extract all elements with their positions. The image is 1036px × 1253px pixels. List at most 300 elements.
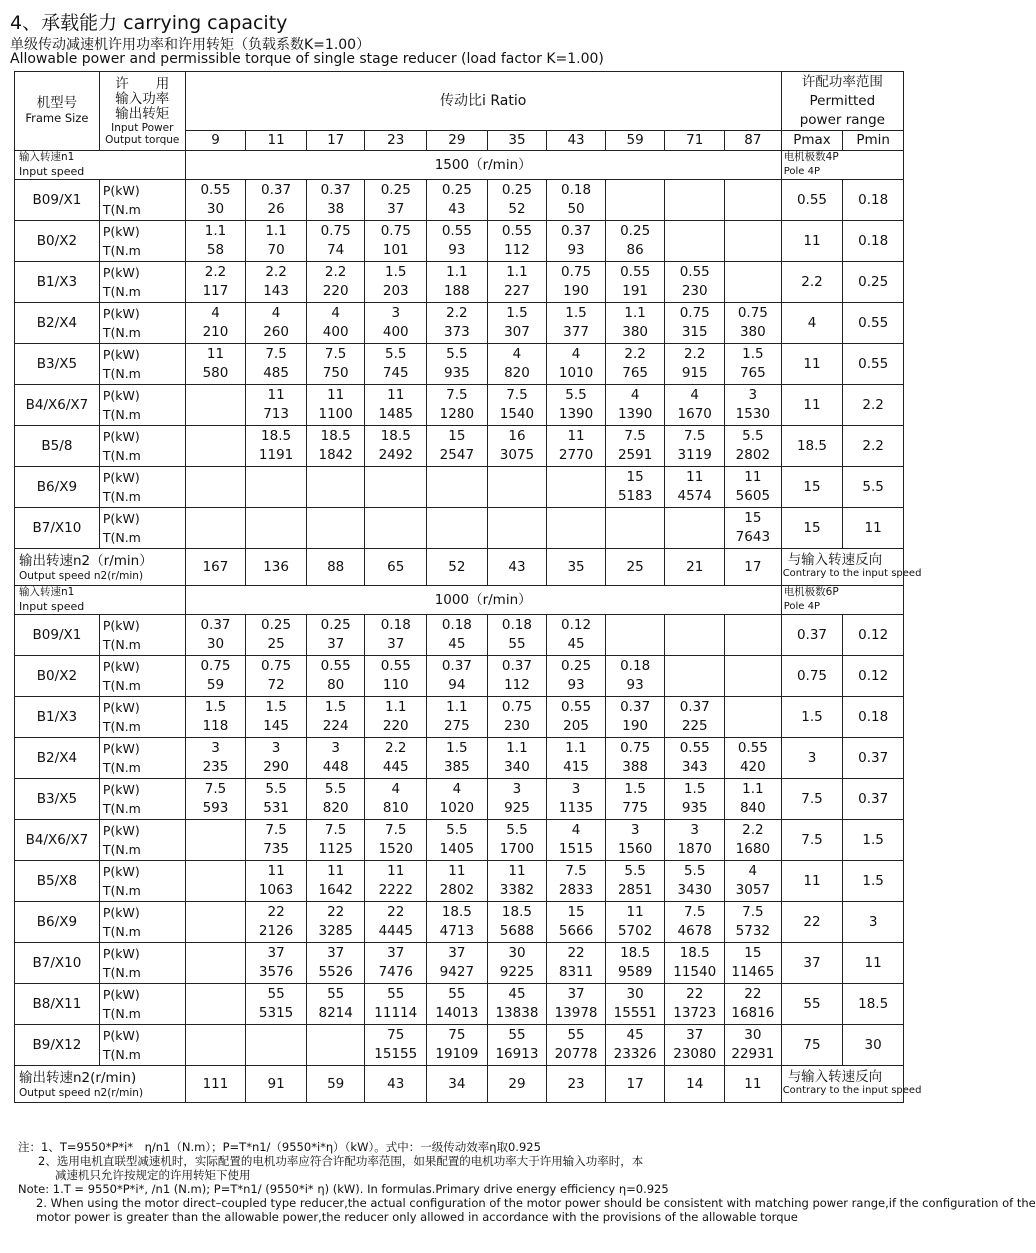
value-cell [365, 902, 427, 943]
value-cell [306, 467, 365, 508]
value-cell [725, 656, 782, 697]
value-cell [665, 615, 725, 656]
value-cell [725, 467, 782, 508]
power-value [307, 1026, 365, 1045]
power-value [606, 181, 665, 200]
pmax-value: 1.5 [781, 697, 843, 738]
torque-value [488, 487, 547, 506]
power-value: 1.5 [385, 264, 407, 280]
power-value: 16 [508, 428, 526, 444]
pt-label-cell [99, 779, 185, 820]
torque-value: 11465 [731, 964, 775, 980]
value-cell [246, 984, 307, 1025]
value-cell [605, 738, 665, 779]
value-cell [665, 262, 725, 303]
torque-value: 1700 [499, 841, 535, 857]
power-value: 0.37 [679, 699, 710, 715]
torque-value: 1405 [439, 841, 475, 857]
torque-value [186, 881, 246, 900]
value-cell [185, 385, 246, 426]
power-value: 1.1 [506, 264, 528, 280]
power-label: P(kW) [102, 659, 140, 674]
pt-label-cell [99, 303, 185, 344]
power-value: 4 [452, 781, 462, 797]
value-cell [605, 1025, 665, 1066]
value-cell [185, 902, 246, 943]
torque-value: 58 [206, 242, 225, 258]
torque-value: 925 [504, 800, 530, 816]
torque-value: 448 [322, 759, 349, 775]
torque-value: 20778 [554, 1046, 598, 1062]
contrary-en: Contrary to the input speed [782, 567, 922, 579]
torque-value [547, 487, 605, 506]
capacity-table [14, 71, 922, 1103]
table-row [15, 303, 904, 344]
power-label: P(kW) [102, 183, 140, 198]
power-value: 0.55 [320, 658, 351, 674]
power-value: 15 [626, 469, 644, 485]
torque-value [665, 241, 724, 260]
power-value: 1.1 [565, 740, 587, 756]
value-cell [665, 385, 725, 426]
contrary-cn: 与输入转速反向 [787, 1068, 883, 1085]
torque-value: 45 [448, 636, 466, 652]
output-speed-cn: 输出转速n2（r/min） [19, 552, 153, 569]
note-2-cn-cont: 减速机只允许按规定的许用转矩下使用 [55, 1168, 251, 1182]
torque-value [365, 528, 426, 547]
table-row [15, 779, 904, 820]
power-value: 18.5 [441, 904, 472, 920]
pmax-value: 4 [781, 303, 843, 344]
torque-value: 13723 [673, 1005, 717, 1021]
value-cell [725, 902, 782, 943]
power-value: 0.25 [501, 182, 532, 198]
frame-size-cell: B9/X12 [15, 1025, 100, 1066]
value-cell [427, 303, 488, 344]
value-cell [185, 344, 246, 385]
torque-value: 2770 [558, 447, 594, 463]
pt-label-cell [99, 820, 185, 861]
permitted-range-label: 许配功率范围 [801, 73, 883, 90]
value-cell [665, 303, 725, 344]
power-value: 37 [448, 945, 466, 961]
power-value [186, 427, 246, 446]
power-value: 15 [744, 510, 762, 526]
output-speed-value: 136 [246, 549, 307, 586]
torque-value: 400 [382, 324, 409, 340]
power-value [725, 222, 781, 241]
value-cell [246, 861, 307, 902]
value-cell [365, 426, 427, 467]
torque-value: 260 [263, 324, 289, 340]
value-cell [427, 984, 488, 1025]
pmax-value: 11 [781, 344, 843, 385]
power-value [547, 509, 605, 528]
torque-value: 2591 [617, 447, 653, 463]
value-cell [246, 262, 307, 303]
page-title: 4、承载能力 carrying capacity [10, 12, 288, 34]
power-value: 30 [626, 986, 644, 1002]
value-cell [605, 697, 665, 738]
permitted-range-header [781, 72, 903, 131]
torque-value: 1870 [677, 841, 712, 857]
torque-label: T(N.m [102, 924, 141, 939]
power-value: 0.37 [320, 182, 351, 198]
power-value: 18.5 [380, 428, 411, 444]
value-cell [547, 262, 606, 303]
power-value: 11 [448, 863, 466, 879]
torque-value [725, 200, 781, 219]
output-speed-value: 29 [487, 1066, 547, 1103]
value-cell [306, 508, 365, 549]
torque-value: 485 [263, 365, 289, 381]
pmin-header: Pmin [843, 131, 904, 151]
power-value: 11 [744, 469, 762, 485]
power-value: 0.37 [501, 658, 532, 674]
pt-label-cell [99, 943, 185, 984]
torque-value: 9589 [617, 964, 653, 980]
power-value [186, 468, 246, 487]
power-value [725, 263, 781, 282]
torque-value: 1680 [735, 841, 771, 857]
value-cell [427, 344, 488, 385]
value-cell [487, 1025, 547, 1066]
output-speed-value: 21 [665, 549, 725, 586]
torque-value: 935 [443, 365, 470, 381]
pmax-value: 7.5 [781, 820, 843, 861]
power-value: 5.5 [446, 822, 468, 838]
power-value [665, 222, 724, 241]
torque-value: 1540 [499, 406, 535, 422]
power-value: 4 [690, 387, 700, 403]
power-label: P(kW) [102, 741, 140, 756]
torque-value [246, 487, 306, 506]
torque-value: 1063 [258, 882, 294, 898]
ratio-cell: 11 [246, 131, 307, 151]
input-speed-row [15, 586, 904, 615]
value-cell [427, 943, 488, 984]
torque-value [725, 676, 781, 695]
power-value: 22 [744, 986, 762, 1002]
power-value: 7.5 [506, 387, 528, 403]
torque-value: 93 [567, 242, 585, 258]
torque-value: 7643 [735, 529, 771, 545]
torque-value: 1560 [617, 841, 653, 857]
value-cell [185, 861, 246, 902]
value-cell [665, 426, 725, 467]
torque-value [307, 1045, 365, 1064]
value-cell [427, 508, 488, 549]
value-cell [605, 820, 665, 861]
value-cell [185, 180, 246, 221]
power-value: 3 [271, 740, 281, 756]
value-cell [547, 738, 606, 779]
power-value: 7.5 [385, 822, 407, 838]
table-row [15, 615, 904, 656]
table-row [15, 1025, 904, 1066]
input-speed-value: 1000（r/min） [185, 586, 781, 615]
power-value: 4 [571, 822, 581, 838]
output-speed-value: 35 [547, 549, 606, 586]
pt-label-cell [99, 344, 185, 385]
torque-value: 380 [739, 324, 766, 340]
power-value [427, 468, 487, 487]
value-cell [487, 615, 547, 656]
pt-label-cell [99, 984, 185, 1025]
value-cell [725, 984, 782, 1025]
power-value: 5.5 [742, 428, 764, 444]
torque-value: 1280 [439, 406, 475, 422]
value-cell [246, 303, 307, 344]
value-cell [725, 943, 782, 984]
value-cell [427, 779, 488, 820]
torque-value: 2126 [258, 923, 294, 939]
torque-value: 3576 [258, 964, 294, 980]
value-cell [427, 656, 488, 697]
value-cell [306, 861, 365, 902]
frame-size-cell: B1/X3 [15, 697, 100, 738]
torque-value: 93 [626, 677, 644, 693]
value-cell [185, 615, 246, 656]
torque-value [665, 635, 724, 654]
value-cell [605, 467, 665, 508]
power-value: 1.5 [683, 781, 706, 797]
pmin-value: 11 [843, 508, 904, 549]
torque-value: 52 [508, 201, 526, 217]
power-value: 1.5 [624, 781, 646, 797]
torque-value: 750 [322, 365, 349, 381]
torque-value [725, 717, 781, 736]
torque-value: 3075 [499, 447, 535, 463]
power-value [665, 616, 724, 635]
torque-value: 2222 [378, 882, 413, 898]
frame-size-cell: B4/X6/X7 [15, 385, 100, 426]
torque-value: 86 [626, 242, 644, 258]
torque-label: T(N.m [102, 243, 141, 258]
power-label: P(kW) [102, 618, 140, 633]
torque-value: 43 [448, 201, 466, 217]
torque-value [307, 487, 365, 506]
power-value: 0.25 [380, 182, 411, 198]
header-row [15, 72, 904, 131]
value-cell [665, 738, 725, 779]
power-value: 1.1 [446, 264, 468, 280]
torque-value: 15551 [613, 1005, 657, 1021]
output-speed-en: Output speed n2(r/min) [19, 1086, 144, 1099]
pmin-value: 0.37 [843, 738, 904, 779]
torque-value: 23326 [613, 1046, 657, 1062]
power-value [186, 903, 246, 922]
torque-value [186, 1004, 246, 1023]
value-cell [427, 820, 488, 861]
torque-value: 37 [387, 636, 405, 652]
power-value: 4 [748, 863, 758, 879]
pmin-value: 18.5 [843, 984, 904, 1025]
pt-label-cell [99, 615, 185, 656]
value-cell [547, 385, 606, 426]
power-value: 4 [512, 346, 522, 362]
value-cell [665, 861, 725, 902]
table-row [15, 943, 904, 984]
value-cell [246, 221, 307, 262]
torque-value: 810 [382, 800, 409, 816]
value-cell [665, 779, 725, 820]
torque-value: 191 [622, 283, 649, 299]
power-value: 15 [448, 428, 466, 444]
pmin-value: 0.12 [843, 656, 904, 697]
torque-value: 227 [504, 283, 530, 299]
power-value: 1.1 [265, 223, 287, 239]
power-value: 0.55 [679, 264, 710, 280]
power-value [186, 386, 246, 405]
value-cell [427, 180, 488, 221]
power-value: 11 [327, 863, 345, 879]
torque-label: T(N.m [102, 530, 141, 545]
torque-value [186, 528, 246, 547]
value-cell [725, 262, 782, 303]
power-value: 55 [267, 986, 285, 1002]
value-cell [365, 820, 427, 861]
torque-value [665, 528, 724, 547]
frame-size-cell: B2/X4 [15, 303, 100, 344]
power-value: 5.5 [506, 822, 528, 838]
power-value [665, 657, 724, 676]
pt-label-cell [99, 738, 185, 779]
power-value [186, 509, 246, 528]
power-value: 37 [567, 986, 585, 1002]
torque-value: 117 [202, 283, 229, 299]
power-value: 1.1 [506, 740, 528, 756]
pmax-value: 22 [781, 902, 843, 943]
power-value: 18.5 [320, 428, 351, 444]
torque-value: 4713 [439, 923, 475, 939]
torque-value: 94 [448, 677, 466, 693]
note-2-en: 2. When using the motor direct–coupled type reducer,the actual configuration of the motor power should be consistent with matching power range,if the configuration of the [36, 1196, 1036, 1210]
torque-value: 5688 [499, 923, 535, 939]
value-cell [487, 467, 547, 508]
power-value: 3 [690, 822, 700, 838]
table-row [15, 344, 904, 385]
frame-size-cell: B6/X9 [15, 467, 100, 508]
torque-value [725, 635, 781, 654]
pmin-value: 3 [843, 902, 904, 943]
torque-value: 9427 [439, 964, 475, 980]
torque-value: 7476 [378, 964, 413, 980]
torque-value: 1191 [258, 447, 294, 463]
power-value: 0.37 [561, 223, 592, 239]
value-cell [487, 508, 547, 549]
torque-label: T(N.m [102, 678, 141, 693]
value-cell [547, 984, 606, 1025]
value-cell [427, 861, 488, 902]
frame-size-cell: B1/X3 [15, 262, 100, 303]
power-value: 11 [327, 387, 345, 403]
torque-value: 377 [563, 324, 589, 340]
power-value: 55 [448, 986, 466, 1002]
torque-value: 11540 [673, 964, 717, 980]
power-value: 30 [744, 1027, 762, 1043]
value-cell [306, 697, 365, 738]
pmin-value: 0.18 [843, 180, 904, 221]
value-cell [725, 697, 782, 738]
pmax-value: 55 [781, 984, 843, 1025]
torque-value: 30 [206, 636, 225, 652]
torque-value: 765 [622, 365, 649, 381]
torque-value: 5605 [735, 488, 771, 504]
pmin-value: 2.2 [843, 385, 904, 426]
torque-value [186, 487, 246, 506]
power-value: 4 [571, 346, 581, 362]
value-cell [547, 820, 606, 861]
value-cell [306, 262, 365, 303]
motor-pole-cell [781, 151, 903, 180]
value-cell [605, 984, 665, 1025]
pt-label-cell [99, 385, 185, 426]
value-cell [547, 861, 606, 902]
torque-value: 1125 [318, 841, 353, 857]
frame-size-cell: B4/X6/X7 [15, 820, 100, 861]
frame-size-cell: B7/X10 [15, 508, 100, 549]
torque-value: 188 [443, 283, 470, 299]
pt-label-cell [99, 861, 185, 902]
value-cell [547, 902, 606, 943]
value-cell [605, 221, 665, 262]
contrary-cell [781, 1066, 922, 1103]
power-value: 2.2 [204, 264, 227, 280]
power-value: 3 [391, 305, 401, 321]
value-cell [547, 615, 606, 656]
power-value: 0.37 [620, 699, 651, 715]
power-value: 11 [387, 387, 405, 403]
torque-value: 70 [267, 242, 285, 258]
power-value: 1.1 [204, 223, 227, 239]
table-row [15, 656, 904, 697]
output-speed-row [15, 1066, 904, 1103]
power-value: 22 [387, 904, 405, 920]
torque-value: 1485 [378, 406, 413, 422]
power-value: 0.75 [620, 740, 651, 756]
table-row [15, 697, 904, 738]
power-value: 22 [567, 945, 585, 961]
power-value: 18.5 [261, 428, 292, 444]
power-value: 11 [387, 863, 405, 879]
value-cell [365, 861, 427, 902]
value-cell [725, 779, 782, 820]
torque-label: T(N.m [102, 637, 141, 652]
value-cell [365, 303, 427, 344]
power-value [365, 509, 426, 528]
value-cell [725, 820, 782, 861]
torque-value: 101 [382, 242, 409, 258]
torque-value: 230 [504, 718, 530, 734]
power-value: 7.5 [683, 904, 706, 920]
power-value: 1.1 [385, 699, 407, 715]
value-cell [246, 820, 307, 861]
pmin-value: 0.18 [843, 697, 904, 738]
torque-label: T(N.m [102, 965, 141, 980]
power-value: 7.5 [324, 822, 347, 838]
ratio-cell: 23 [365, 131, 427, 151]
power-value: 15 [567, 904, 585, 920]
value-cell [185, 779, 246, 820]
frame-size-cell: B5/X8 [15, 861, 100, 902]
value-cell [665, 820, 725, 861]
value-cell [547, 943, 606, 984]
power-label: P(kW) [102, 429, 140, 444]
value-cell [605, 344, 665, 385]
value-cell [725, 615, 782, 656]
input-speed-value: 1500（r/min） [185, 151, 781, 180]
